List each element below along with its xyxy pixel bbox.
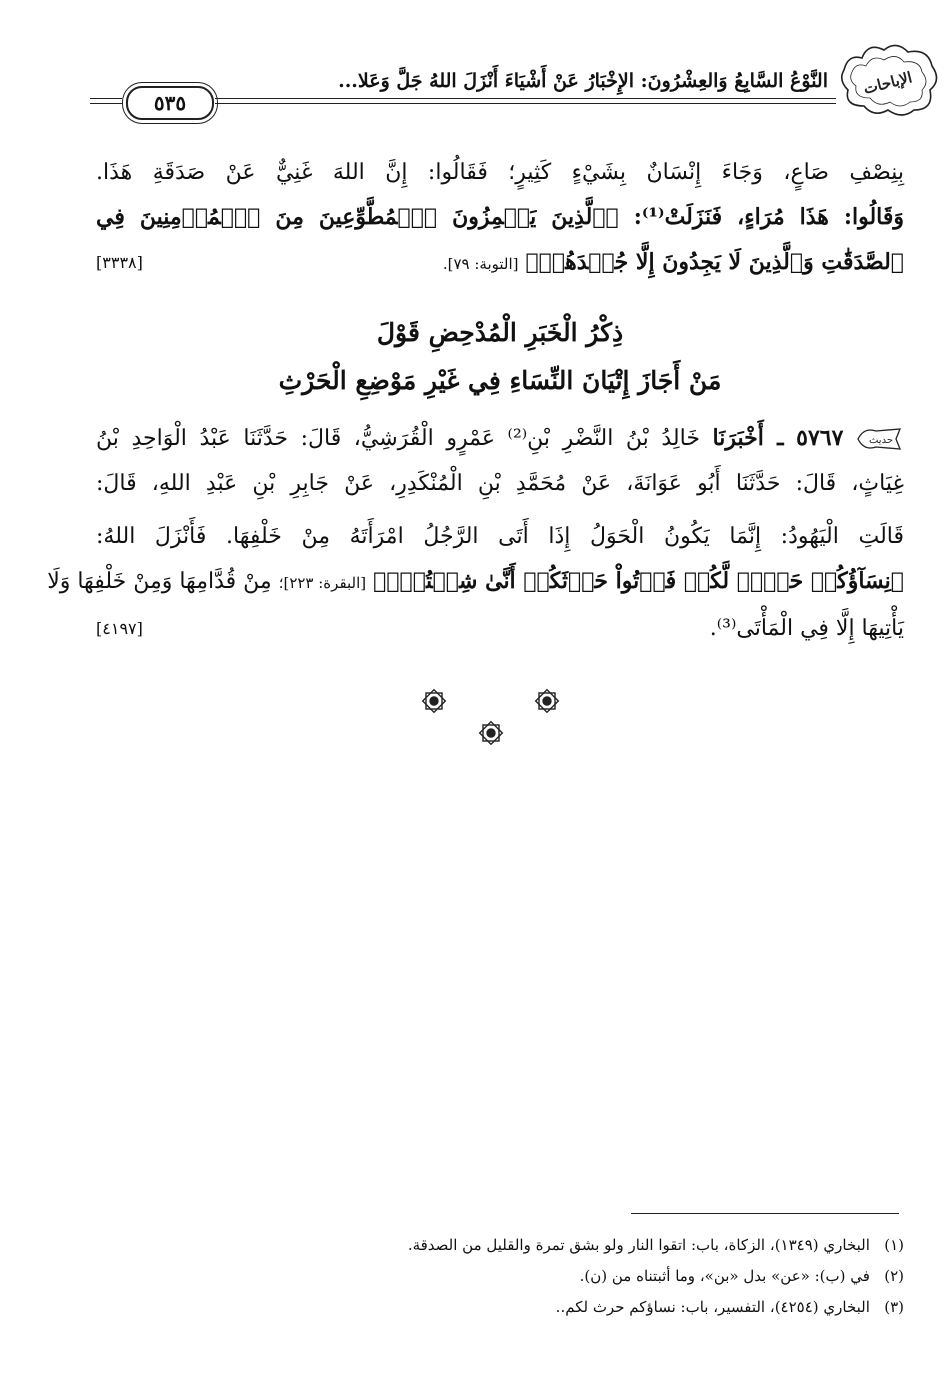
footnote (96, 1230, 904, 1261)
flower-ornament-icon (478, 720, 504, 746)
section-divider-ornaments (0, 686, 949, 756)
flower-ornament-icon (421, 688, 447, 714)
text-line (96, 240, 904, 287)
text-line (96, 606, 904, 651)
header-rule (90, 103, 122, 104)
text-line (96, 416, 904, 461)
body-text-top (96, 150, 904, 287)
footnote-text: البخاري (٤٢٥٤)، التفسير، باب: نساؤكم حرث لكم.. (555, 1298, 870, 1316)
header-rule (90, 98, 122, 99)
text-line (96, 195, 904, 240)
header-rule (215, 98, 836, 99)
footnotes (96, 1230, 904, 1323)
surah-citation: [البقرة: ٢٢٣]؛ (278, 574, 367, 592)
puzzle-badge-icon (838, 40, 940, 120)
text-line: وَقَالُوا: هَذَا مُرَاءٍ، فَنَزَلَتْ⁽¹⁾: ﴿ٱلَّذِينَ يَلۡمِزُونَ ٱلۡمُطَّوِّعِينَ مِنَ ٱلۡمُؤۡمِنِينَ فِي (96, 204, 904, 230)
text-line: بِنِصْفِ صَاعٍ، وَجَاءَ إِنْسَانٌ بِشَيْءٍ كَثِيرٍ؛ فَقَالُوا: إِنَّ اللهَ غَنِيٌّ عَنْ صَدَقَةِ هَذَا. (96, 160, 904, 185)
hadith-reference: [٣٣٣٨] (96, 253, 143, 272)
page-header (90, 62, 920, 122)
text-line: مِنْ قُدَّامِهَا وَمِنْ خَلْفِهَا وَلَا (47, 569, 272, 594)
quran-verse: ٱلصَّدَقَٰتِ وَٱلَّذِينَ لَا يَجِدُونَ إِلَّا جُهۡدَهُمۡ﴾ (525, 249, 904, 275)
text-line (47, 559, 904, 606)
text-line: خَالِدُ بْنُ النَّضْرِ بْنِ⁽²⁾ عَمْرٍو الْقُرَشِيُّ، قَالَ: حَدَّثَنَا عَبْدُ الْوَاحِدِ بْنُ (96, 426, 700, 451)
badge-text: الإباحات (861, 68, 914, 98)
footnote-text: البخاري (١٣٤٩)، الزكاة، باب: اتقوا النار ولو بشق تمرة والقليل من الصدقة. (407, 1236, 870, 1254)
hadith-intro: ـ أَخْبَرَنَا (712, 425, 784, 451)
hadith-reference: [٤١٩٧] (96, 619, 143, 638)
surah-citation: [التوبة: ٧٩]. (442, 255, 519, 273)
footnote-number: (٢) (884, 1267, 904, 1285)
text-line: غِيَاثٍ، قَالَ: حَدَّثَنَا أَبُو عَوَانَةَ، عَنْ مُحَمَّدِ بْنِ الْمُنْكَدِرِ، عَنْ جَابِرِ بْنِ عَبْدِ اللهِ، قَالَ: (96, 471, 904, 496)
text-line: يَأْتِيهَا إِلَّا فِي الْمَأْتَى⁽³⁾. (709, 616, 904, 641)
footnote-number: (١) (884, 1236, 904, 1254)
quran-verse: ﴿نِسَآؤُكُمۡ حَرۡثٞ لَّكُمۡ فَأۡتُواْ حَرۡثَكُمۡ أَنَّىٰ شِئۡتُمۡۖ﴾ (373, 568, 904, 594)
hadith-number: ٥٧٦٧ (796, 425, 844, 451)
footnote-text: في (ب): «عن» بدل «بن»، وما أثبتناه من (ن). (579, 1267, 870, 1285)
page-number: ٥٣٥ (126, 86, 214, 120)
running-title: النَّوْعُ السَّابِعُ وَالعِشْرُونَ: الإِخْبَارُ عَنْ أَشْيَاءَ أَنْزَلَ اللهُ جَلَّ وَعَلا... (338, 70, 828, 92)
footnote (96, 1292, 904, 1323)
hadith-marker-icon (856, 425, 904, 453)
footnote (96, 1261, 904, 1292)
hadith-block (47, 416, 904, 651)
text-line: قَالَتِ الْيَهُودُ: إِنَّمَا يَكُونُ الْحَوَلُ إِذَا أَتَى الرَّجُلُ امْرَأَتَهُ مِنْ خَلْفِهَا. فَأَنْزَلَ اللهُ: (96, 524, 904, 549)
header-rule (215, 103, 836, 104)
section-heading-line2: مَنْ أَجَازَ إِتْيَانَ النِّسَاءِ فِي غَيْرِ مَوْضِعِ الْحَرْثِ (278, 366, 722, 395)
section-heading-line1: ذِكْرُ الْخَبَرِ الْمُدْحِضِ قَوْلَ (376, 318, 624, 347)
flower-ornament-icon (534, 688, 560, 714)
footnote-divider (631, 1213, 899, 1214)
svg-text:حديث: حديث (868, 435, 894, 446)
footnote-number: (٣) (884, 1298, 904, 1316)
